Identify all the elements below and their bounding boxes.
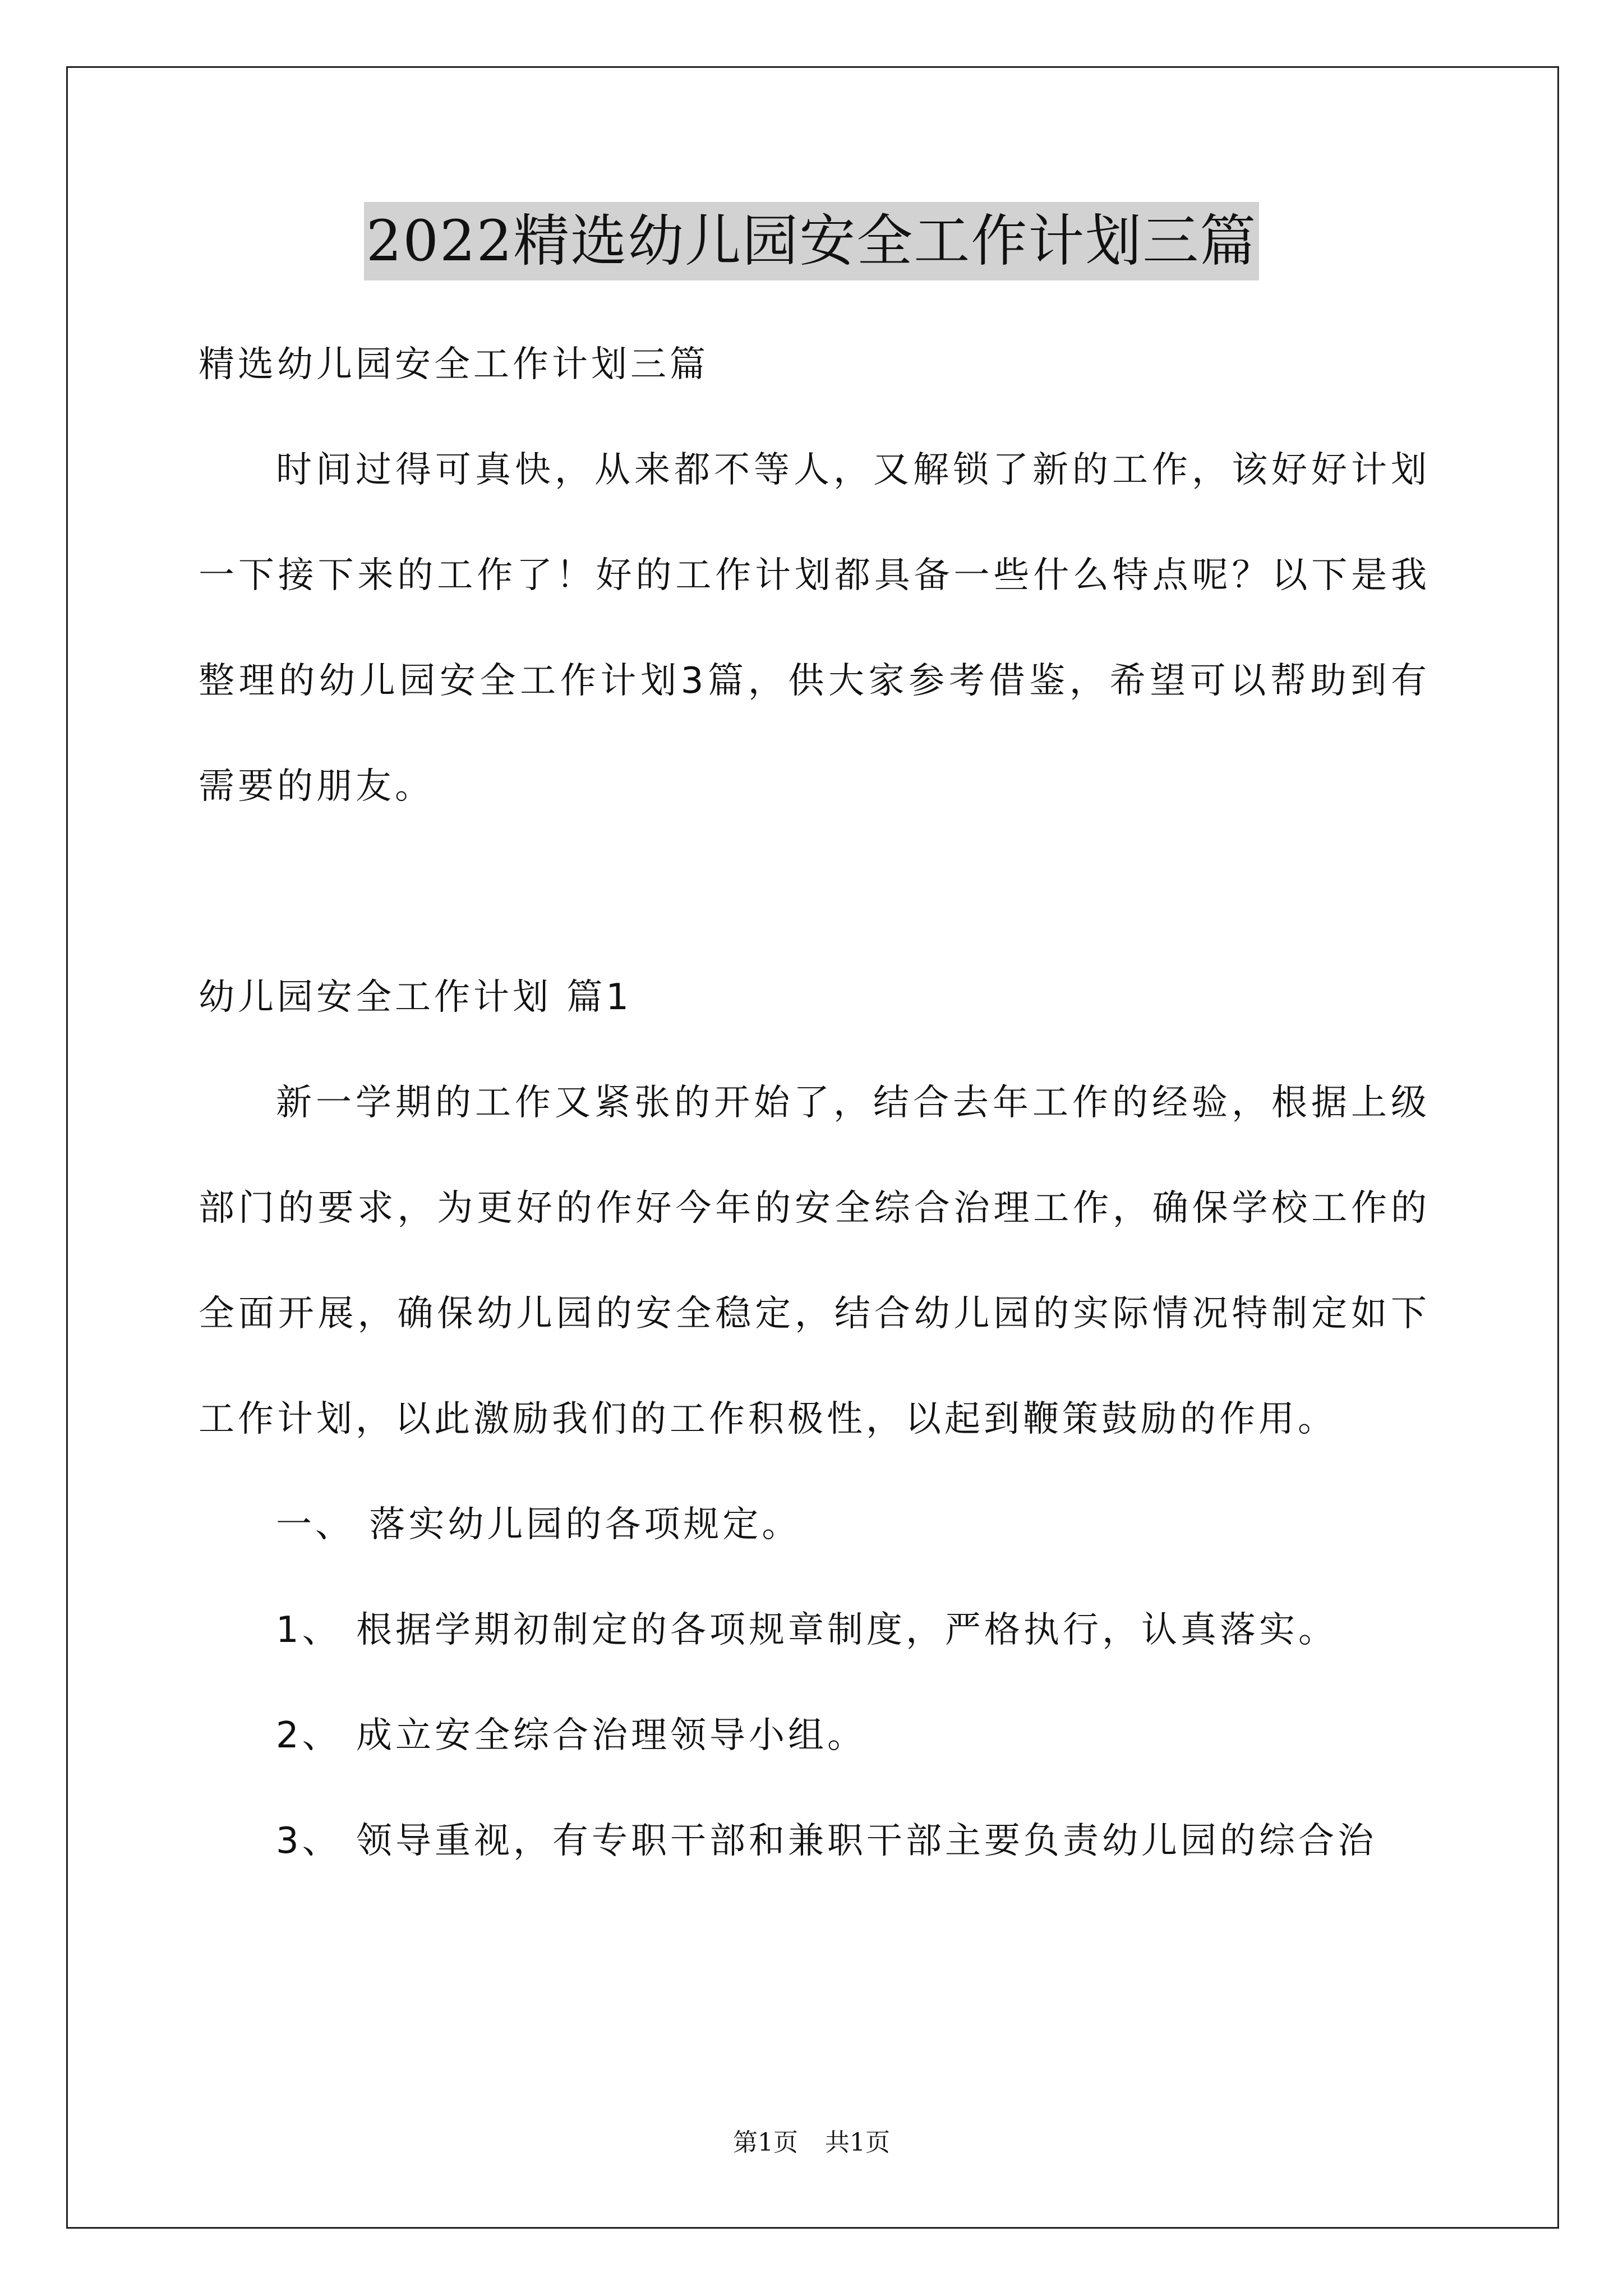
page-number: 第1页 bbox=[733, 2128, 798, 2157]
page-total: 共1页 bbox=[825, 2128, 890, 2157]
list-item: 1、 根据学期初制定的各项规章制度，严格执行，认真落实。 bbox=[276, 1609, 1338, 1651]
title-block bbox=[0, 202, 1623, 280]
document-title: 2022精选幼儿园安全工作计划三篇 bbox=[364, 202, 1260, 280]
blank-line bbox=[199, 839, 1430, 945]
page-footer bbox=[0, 2126, 1623, 2160]
subtitle: 精选幼儿园安全工作计划三篇 bbox=[199, 344, 709, 385]
section-paragraph: 新一学期的工作又紧张的开始了，结合去年工作的经验，根据上级部门的要求，为更好的作好今年的安全综合治理工作，确保学校工作的全面开展，确保幼儿园的安全稳定，结合幼儿园的实际情况特制定如下工作计划，以此激励我们的工作积极性，以起到鞭策鼓励的作用。 bbox=[199, 1082, 1430, 1440]
document-body bbox=[199, 312, 1430, 1894]
list-heading: 一、 落实幼儿园的各项规定。 bbox=[276, 1504, 801, 1545]
list-item: 2、 成立安全综合治理领导小组。 bbox=[276, 1715, 867, 1756]
section-heading: 幼儿园安全工作计划 篇1 bbox=[199, 977, 633, 1018]
list-item: 3、 领导重视，有专职干部和兼职干部主要负责幼儿园的综合治 bbox=[276, 1820, 1377, 1862]
intro-paragraph: 时间过得可真快，从来都不等人，又解锁了新的工作，该好好计划一下接下来的工作了！好的工作计划都具备一些什么特点呢？以下是我整理的幼儿园安全工作计划3篇，供大家参考借鉴，希望可以帮助到有需要的朋友。 bbox=[199, 449, 1430, 807]
